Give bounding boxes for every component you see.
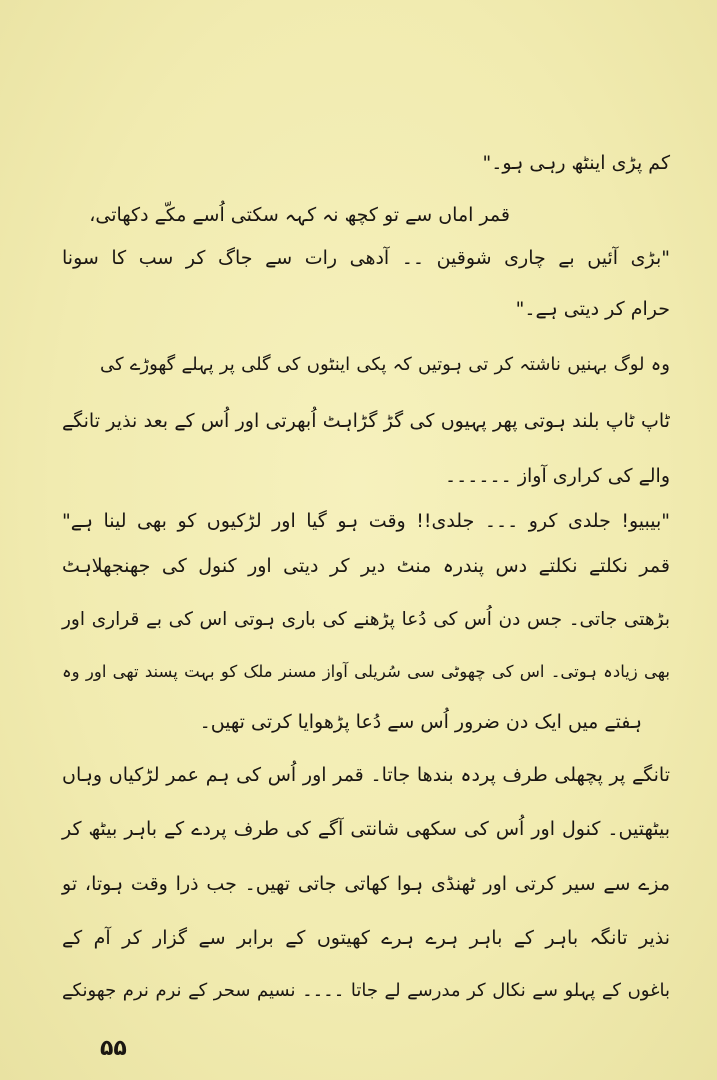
text-line: بھی زیادہ ہوتی۔ اس کی چھوٹی سی سُریلی آواز مسنر ملک کو بہت پسند تھی اور وہ: [62, 662, 670, 681]
text-line: قمر اماں سے تو کچھ نہ کہہ سکتی اُسے مکّے دکھاتی،: [89, 204, 510, 226]
page-number: ۵۵: [100, 1036, 127, 1061]
text-line: تانگے پر پچھلی طرف پردہ بندھا جاتا۔ قمر اور اُس کی ہم عمر لڑکیاں وہاں: [62, 764, 670, 786]
text-line: ٹاپ ٹاپ بلند ہوتی پھر پہیوں کی گڑ گڑاہٹ اُبھرتی اور اُس کے بعد نذیر تانگے: [62, 410, 670, 432]
text-line: بڑھتی جاتی۔ جس دن اُس کی دُعا پڑھنے کی باری ہوتی اس کی بے قراری اور: [62, 609, 670, 630]
text-line: بیٹھتیں۔ کنول اور اُس کی سکھی شانتی آگے کی طرف پردے کے باہر بیٹھ کر: [62, 818, 670, 840]
text-line: قمر نکلتے نکلتے دس پندرہ منٹ دیر کر دیتی اور کنول کی جھنجھلاہٹ: [62, 555, 670, 577]
text-line: "بیبیو! جلدی کرو ۔۔۔ جلدی!! وقت ہو گیا اور لڑکیوں کو بھی لینا ہے": [62, 510, 670, 532]
text-line: وہ لوگ بہنیں ناشتہ کر تی ہوتیں کہ پکی اینٹوں کی گلی پر پہلے گھوڑے کی: [100, 354, 670, 375]
text-line: حرام کر دیتی ہے۔": [515, 298, 670, 320]
text-line: والے کی کراری آواز ۔۔۔۔۔۔: [445, 465, 670, 487]
text-line: نذیر تانگہ باہر کے باہر ہرے ہرے کھیتوں کے برابر سے گزار کر آم کے: [62, 927, 670, 949]
text-line: مزے سے سیر کرتی اور ٹھنڈی ہوا کھاتی جاتی تھیں۔ جب ذرا وقت ہوتا، تو: [62, 873, 670, 895]
text-line: "بڑی آئیں بے چاری شوقین ۔۔ آدھی رات سے جاگ کر سب کا سونا: [62, 247, 670, 269]
text-line: باغوں کے پہلو سے نکال کر مدرسے لے جاتا ۔۔۔۔ نسیم سحر کے نرم نرم جھونکے: [62, 980, 670, 1001]
text-line: کم پڑی اینٹھ رہی ہو۔": [482, 152, 670, 174]
text-line: ہفتے میں ایک دن ضرور اُس سے دُعا پڑھوایا کرتی تھیں۔: [199, 711, 642, 733]
